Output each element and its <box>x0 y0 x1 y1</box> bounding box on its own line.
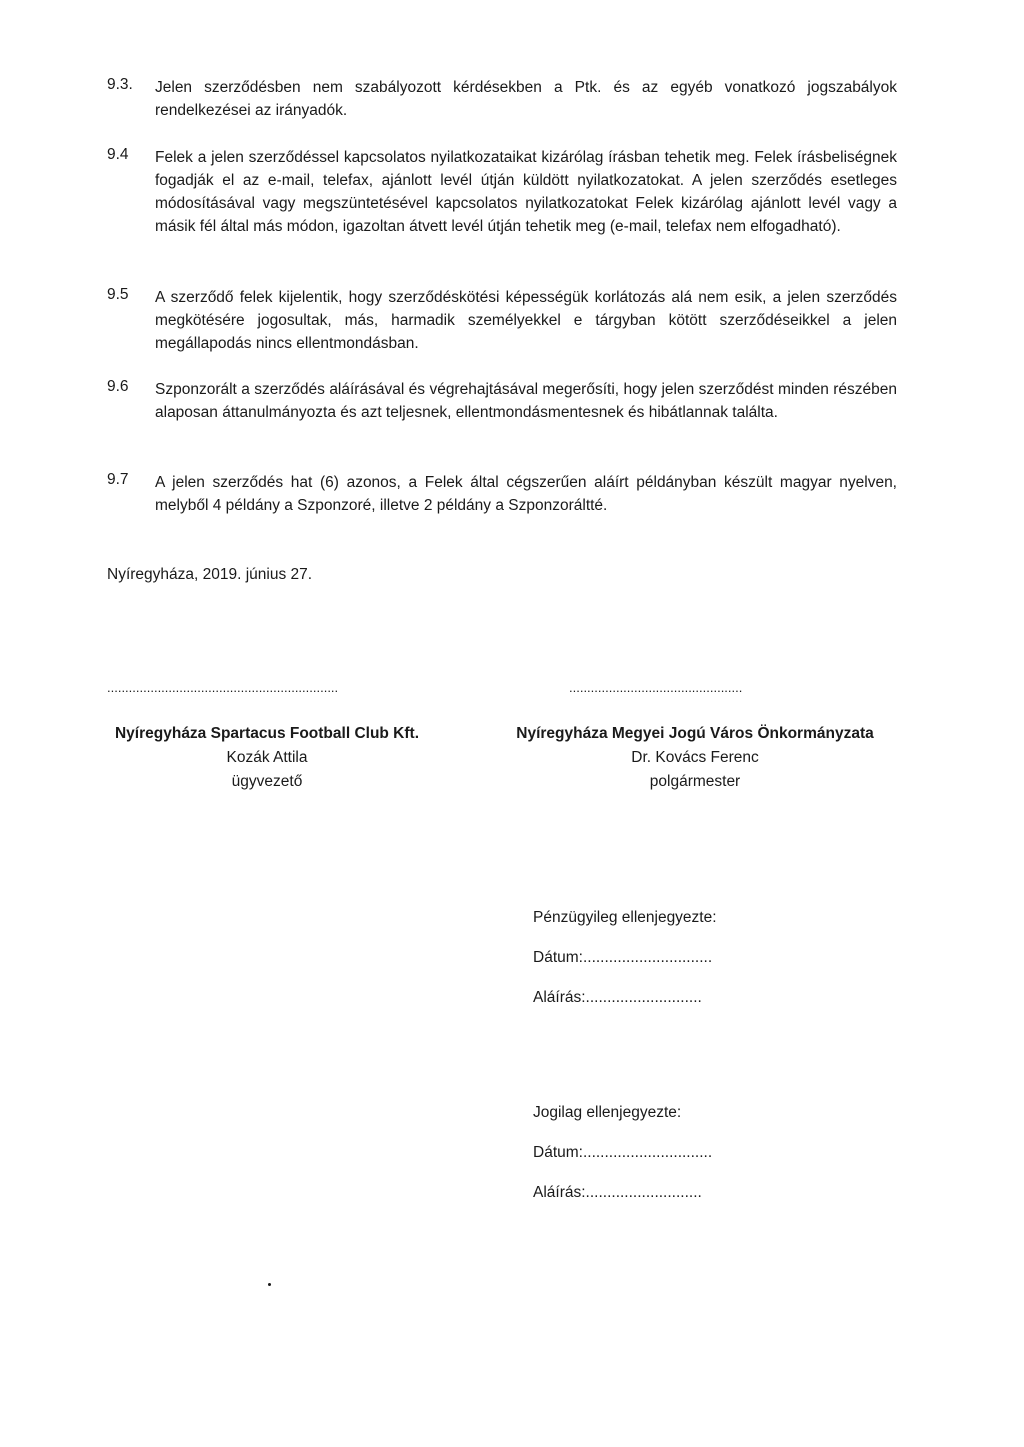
stray-mark <box>268 1283 271 1286</box>
clause-9-4 <box>107 146 897 238</box>
clause-9-7 <box>107 471 897 517</box>
left-signature-line: ................................................................ <box>107 680 339 695</box>
legal-date-line: Dátum:.............................. <box>533 1144 713 1161</box>
clause-number: 9.4 <box>107 146 129 163</box>
right-signatory-name: Dr. Kovács Ferenc <box>631 749 759 766</box>
right-organization: Nyíregyháza Megyei Jogú Város Önkormányzata <box>516 725 874 742</box>
clause-9-6 <box>107 378 897 424</box>
left-signatory-title: ügyvezető <box>231 773 303 790</box>
clause-text: Jelen szerződésben nem szabályozott kérdésekben a Ptk. és az egyéb vonatkozó jogszabályok rendelkezései az irányadók. <box>155 79 897 119</box>
legal-heading: Jogilag ellenjegyezte: <box>533 1104 682 1121</box>
clause-number: 9.5 <box>107 286 129 303</box>
left-signatory-name: Kozák Attila <box>226 749 308 766</box>
left-organization: Nyíregyháza Spartacus Football Club Kft. <box>114 725 420 742</box>
clause-text: A jelen szerződés hat (6) azonos, a Felek által cégszerűen aláírt példányban készült magyar nyelven, melyből 4 példány a Szponzoré, illetve 2 példány a Szponzoráltté. <box>155 474 897 514</box>
clause-number: 9.7 <box>107 471 129 488</box>
clause-text: Szponzorált a szerződés aláírásával és végrehajtásával megerősíti, hogy jelen szerződést minden részében alaposan áttanulmányozta és azt teljesnek, ellentmondásmentesnek és hibátlannak találta. <box>155 381 897 421</box>
clause-number: 9.3. <box>107 76 133 93</box>
clause-9-5 <box>107 286 897 355</box>
legal-signature-line: Aláírás:........................... <box>533 1184 702 1201</box>
financial-heading: Pénzügyileg ellenjegyezte: <box>533 909 717 926</box>
right-signatory-title: polgármester <box>649 773 741 790</box>
left-signature-block <box>97 722 437 794</box>
right-signature-block <box>500 722 890 794</box>
place-and-date: Nyíregyháza, 2019. június 27. <box>107 566 313 583</box>
clause-number: 9.6 <box>107 378 129 395</box>
clause-text: A szerződő felek kijelentik, hogy szerződéskötési képességük korlátozás alá nem esik, a jelen szerződés megkötésére jogosultak, más, harmadik személyekkel e tárgyban kötött szerződéseikkel a jelen megállapodás nincs ellentmondásban. <box>155 289 897 352</box>
clause-text: Felek a jelen szerződéssel kapcsolatos nyilatkozataikat kizárólag írásban tehetik meg. Felek írásbeliségnek fogadják el az e-mail, telefax, ajánlott levél útján küldött nyilatkozatokat. A jelen szerződés esetleges módosításával vagy megszüntetésével kapcsolatos nyilatkozatokat Felek kizárólag ajánlott levél vagy a másik fél által más módon, igazoltan átvett levél útján tehetik meg (e-mail, telefax nem elfogadható). <box>155 149 897 235</box>
financial-date-line: Dátum:.............................. <box>533 949 713 966</box>
clause-9-3 <box>107 76 897 122</box>
financial-signature-line: Aláírás:........................... <box>533 989 702 1006</box>
right-signature-line: ................................................ <box>569 680 743 695</box>
